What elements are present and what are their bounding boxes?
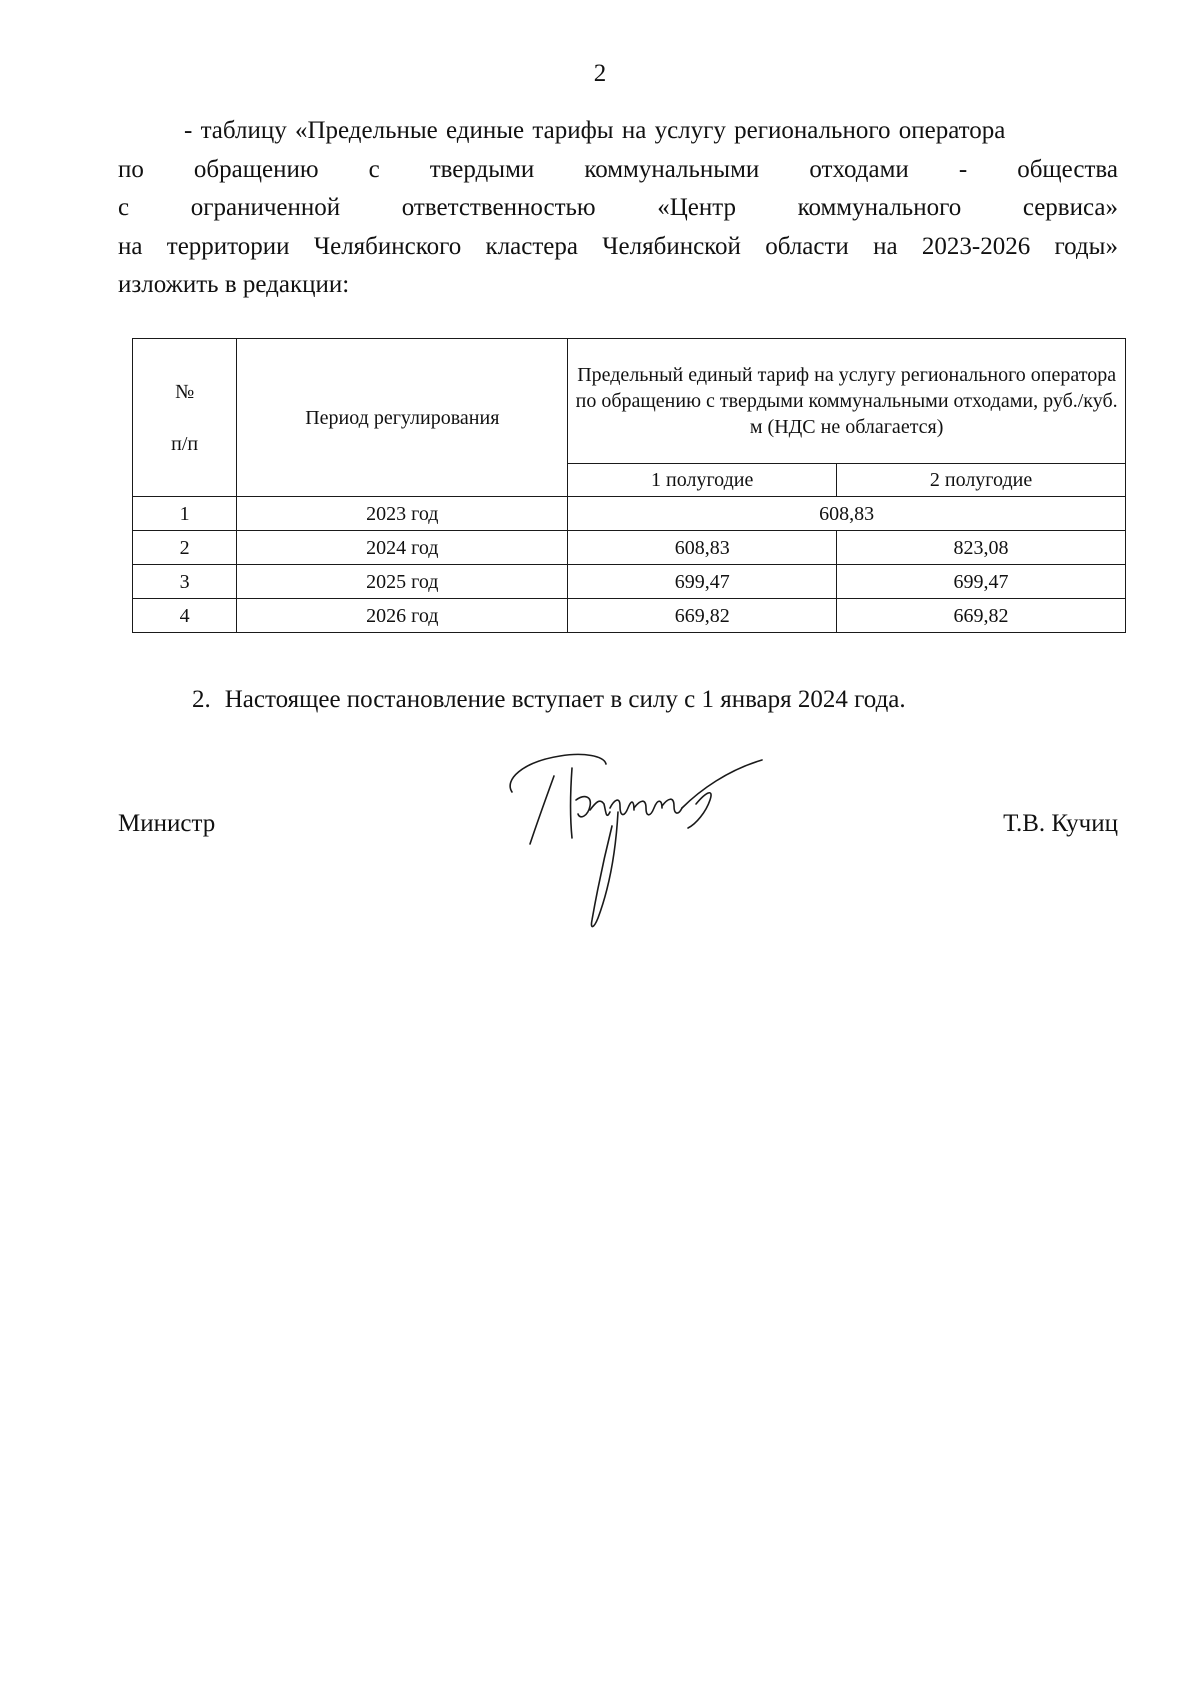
intro-word: коммунальными [584,155,760,183]
row-tariff-half-1: 608,83 [568,531,837,565]
table-row [133,599,1126,633]
intro-word: - таблицу «Предельные единые тарифы на услугу регионального оператора [184,117,1006,144]
table-row [133,531,1126,565]
header-half-1: 1 полугодие [568,464,837,497]
intro-line-3 [118,189,1118,228]
tariff-table [132,338,1126,633]
row-tariff-half-1: 669,82 [568,599,837,633]
intro-word: по [118,155,144,183]
intro-word: общества [1017,155,1118,183]
row-tariff-half-1: 699,47 [568,565,837,599]
row-period: 2025 год [237,565,568,599]
header-number-pp: п/п [171,432,199,455]
clause-2 [192,684,906,716]
intro-word: области [765,232,849,260]
intro-word: ответственностью [401,194,596,221]
header-row-number [133,339,237,497]
intro-word: с [118,194,130,221]
clause-number: 2. [192,686,211,713]
table-row [133,497,1126,531]
intro-word: годы» [1054,232,1118,260]
header-number-sign: № [175,380,195,403]
intro-paragraph [118,112,1118,305]
intro-line-4 [118,228,1118,267]
row-tariff-half-2: 823,08 [837,531,1126,565]
row-number: 3 [133,565,237,599]
intro-word: - [958,155,968,183]
handwritten-signature [500,746,820,946]
intro-word: «Центр [657,194,736,221]
intro-word: отходами [809,155,909,183]
row-period: 2023 год [237,497,568,531]
intro-word: кластера [485,232,578,260]
header-tariff: Предельный единый тариф на услугу регионального оператора по обращению с твердыми коммунальными отходами, руб./куб. м (НДС не облагается) [568,339,1126,464]
header-half-2: 2 полугодие [837,464,1126,497]
intro-word: территории [166,232,290,260]
intro-word: Челябинского [313,232,462,260]
signatory-name: Т.В. Кучиц [1003,810,1118,837]
row-number: 2 [133,531,237,565]
page-number: 2 [593,60,607,87]
intro-word: твердыми [429,155,535,183]
intro-word: ограниченной [190,194,341,221]
intro-word: на [118,232,143,260]
signatory-position: Министр [118,810,216,837]
row-number: 4 [133,599,237,633]
row-number: 1 [133,497,237,531]
row-tariff-half-2: 699,47 [837,565,1126,599]
intro-word: с [368,155,380,183]
intro-line-1 [118,112,1118,151]
intro-line-5 [118,266,1118,305]
intro-word: коммунального [797,194,962,221]
table-row [133,565,1126,599]
row-period: 2026 год [237,599,568,633]
intro-word: на [873,232,898,260]
intro-word: изложить в редакции: [118,271,350,298]
row-tariff-merged: 608,83 [568,497,1126,531]
clause-text: Настоящее постановление вступает в силу с 1 января 2024 года. [224,686,906,713]
intro-word: Челябинской [602,232,741,260]
intro-word: 2023-2026 [921,232,1031,260]
intro-word: обращению [193,155,319,183]
intro-word: сервиса» [1022,194,1118,221]
row-tariff-half-2: 669,82 [837,599,1126,633]
header-period: Период регулирования [237,339,568,497]
row-period: 2024 год [237,531,568,565]
intro-line-2 [118,151,1118,190]
